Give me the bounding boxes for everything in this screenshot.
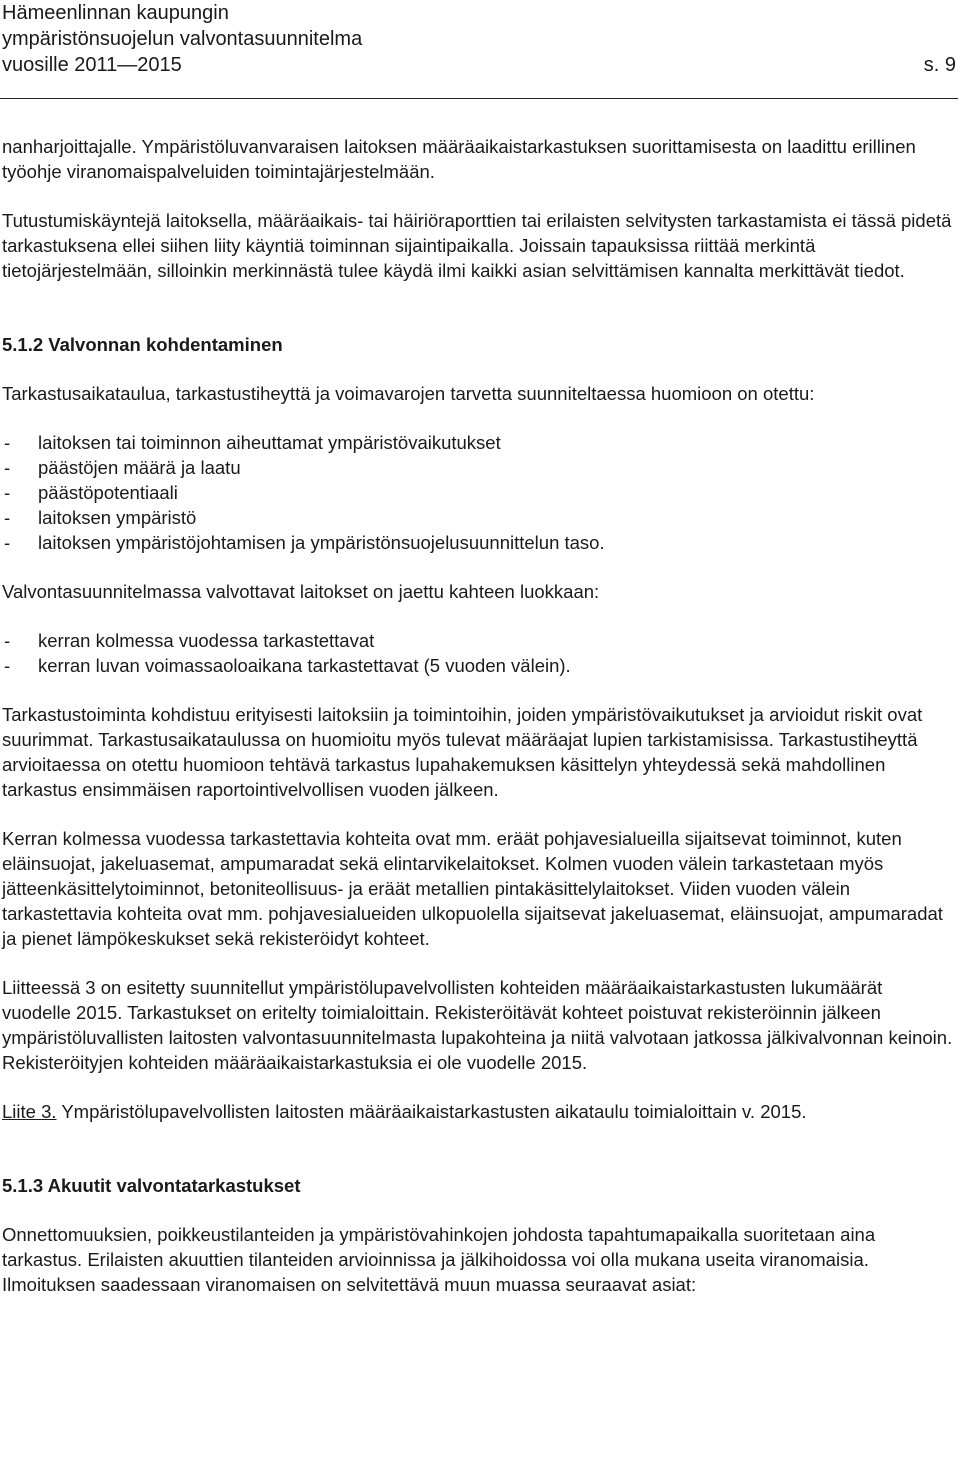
bullet-list [2, 430, 954, 555]
bullet-list [2, 628, 954, 678]
header-years: vuosille 2011—2015 [2, 54, 182, 76]
list-item: - kerran luvan voimassaoloaikana tarkastettavat (5 vuoden välein). [4, 655, 571, 676]
list-item: - päästöjen määrä ja laatu [4, 457, 241, 478]
header-divider [0, 98, 958, 99]
section-heading: 5.1.2 Valvonnan kohdentaminen [2, 334, 283, 355]
list-item: - päästöpotentiaali [4, 482, 178, 503]
header-org: Hämeenlinnan kaupungin [2, 2, 229, 24]
paragraph: Tutustumiskäyntejä laitoksella, määräaikais- tai häiriöraporttien tai erilaisten selvitysten tarkastamista ei tässä pidetä tarkastuksena ellei siihen liity käyntiä toiminnan sijaintipaikalla. Joissain tapauksissa riittää merkintä tietojärjestelmään, silloinkin merkinnästä tulee käydä ilmi kaikki asian selvittämisen kannalta merkittävät tiedot. [2, 210, 952, 281]
section-heading: 5.1.3 Akuutit valvontatarkastukset [2, 1175, 301, 1196]
page-number: s. 9 [923, 54, 956, 76]
paragraph: Onnettomuuksien, poikkeustilanteiden ja ympäristövahinkojen johdosta tapahtumapaikalla suoritetaan aina tarkastus. Erilaisten akuuttien tilanteiden arvioinnissa ja jälkihoidossa voi olla mukana useita viranomaisia. Ilmoituksen saadessaan viranomaisen on selvitettävä muun muassa seuraavat asiat: [2, 1224, 876, 1295]
header-row [2, 52, 956, 78]
paragraph: nanharjoittajalle. Ympäristöluvanvaraisen laitoksen määräaikaistarkastuksen suorittamisesta on laadittu erillinen työohje viranomaispalveluiden toimintajärjestelmään. [2, 136, 916, 182]
paragraph: Tarkastustoiminta kohdistuu erityisesti laitoksiin ja toimintoihin, joiden ympäristövaikutukset ja arvioidut riskit ovat suurimmat. Tarkastusaikataulussa on huomioitu myös tulevat määräajat lupien tarkistamisissa. Tarkastustiheyttä arvioitaessa on otettu huomioon tehtävä tarkastus lupahakemuksen käsittelyn yhteydessä sekä mahdollinen tarkastus ensimmäisen raportointivelvollisen vuoden jälkeen. [2, 704, 923, 800]
appendix-reference: Liite 3. Ympäristölupavelvollisten laitosten määräaikaistarkastusten aikataulu toimialoittain v. 2015. [2, 1101, 807, 1122]
paragraph: Liitteessä 3 on esitetty suunnitellut ympäristölupavelvollisten kohteiden määräaikaistarkastusten lukumäärät vuodelle 2015. Tarkastukset on eritelty toimialoittain. Rekisteröitävät kohteet poistuvat rekisteröinnin jälkeen ympäristöluvallisten laitosten valvontasuunnitelmasta lupakohteina ja niitä valvotaan jatkossa jälkivalvonnan keinoin. Rekisteröityjen kohteiden määräaikaistarkastuksia ei ole vuodelle 2015. [2, 977, 953, 1073]
list-item: - laitoksen ympäristö [4, 507, 197, 528]
list-item: - laitoksen tai toiminnon aiheuttamat ympäristövaikutukset [4, 432, 501, 453]
page-header [2, 0, 956, 78]
appendix-link[interactable]: Liite 3. [2, 1101, 57, 1122]
document-body [2, 134, 954, 1297]
header-doc-title: ympäristönsuojelun valvontasuunnitelma [2, 28, 363, 50]
paragraph: Kerran kolmessa vuodessa tarkastettavia kohteita ovat mm. eräät pohjavesialueilla sijaitsevat toiminnot, kuten eläinsuojat, jakeluasemat, ampumaradat sekä elintarvikelaitokset. Kolmen vuoden välein tarkastetaan myös jätteenkäsittelytoiminnot, betoniteollisuus- ja eräät metallien pintakäsittelylaitokset. Viiden vuoden välein tarkastettavia kohteita ovat mm. pohjavesialueiden ulkopuolella sijaitsevat jakeluasemat, eläinsuojat, ampumaradat ja pienet lämpökeskukset sekä rekisteröidyt kohteet. [2, 828, 943, 949]
list-item: - laitoksen ympäristöjohtamisen ja ympäristönsuojelusuunnittelun taso. [4, 532, 605, 553]
list-item: - kerran kolmessa vuodessa tarkastettavat [4, 630, 375, 651]
paragraph: Valvontasuunnitelmassa valvottavat laitokset on jaettu kahteen luokkaan: [2, 581, 600, 602]
paragraph: Tarkastusaikataulua, tarkastustiheyttä ja voimavarojen tarvetta suunniteltaessa huomioon on otettu: [2, 383, 815, 404]
